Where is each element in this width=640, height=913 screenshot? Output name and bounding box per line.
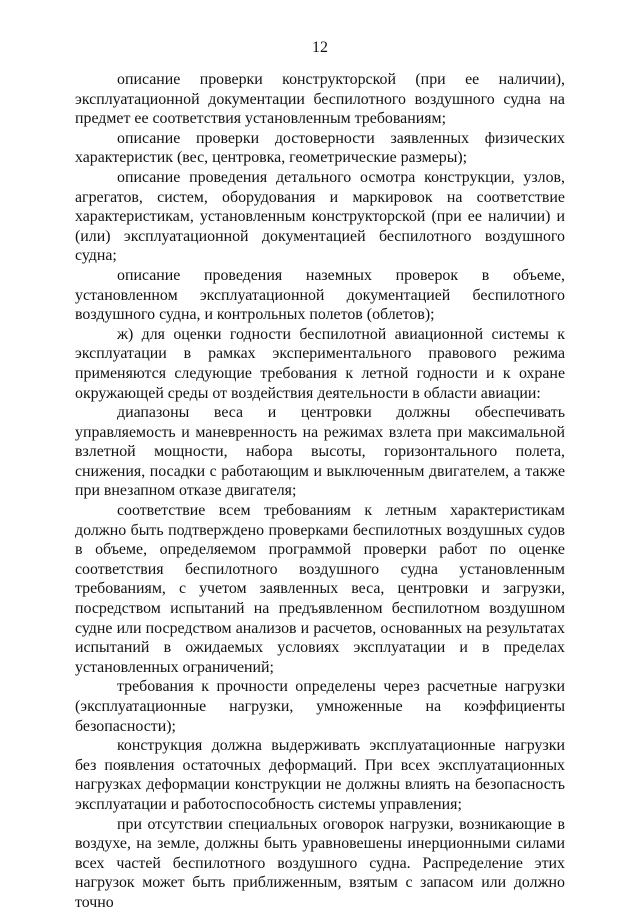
paragraph: описание проведения детального осмотра конструкции, узлов, агрегатов, систем, оборудования и маркировок на соответствие характеристикам, установленным конструкторской (при ее наличии) и (или) эксплуатационной документацией беспилотного воздушного судна; [75,168,565,265]
page-number: 12 [312,39,328,56]
document-body [75,70,565,913]
paragraph: конструкция должна выдерживать эксплуатационные нагрузки без появления остаточных деформаций. При всех эксплуатационных нагрузках деформации конструкции не должны влиять на безопасность эксплуатации и работоспособность системы управления; [75,737,565,813]
paragraph: диапазоны веса и центровки должны обеспечивать управляемость и маневренность на режимах взлета при максимальной взлетной мощности, набора высоты, горизонтального полета, снижения, посадки с работающим и выключенным двигателем, а также при внезапном отказе двигателя; [75,404,565,500]
paragraph: описание проведения наземных проверок в объеме, установленном эксплуатационной документацией беспилотного воздушного судна, и контрольных полетов (облетов); [75,266,565,324]
paragraph: описание проверки достоверности заявленных физических характеристик (вес, центровка, геометрические размеры); [75,129,565,167]
paragraph: ж) для оценки годности беспилотной авиационной системы к эксплуатации в рамках экспериментального правового режима применяются следующие требования к летной годности и к охране окружающей среды от воздействия деятельности в области авиации: [75,325,565,402]
paragraph: соответствие всем требованиям к летным характеристикам должно быть подтверждено проверками беспилотных воздушных судов в объеме, определяемом программой проверки работ по оценке соответствия беспилотного воздушного судна установленным требованиям, с учетом заявленных веса, центровки и загрузки, посредством испытаний на предъявленном беспилотном воздушном судне или посредством анализов и расчетов, основанных на результатах испытаний в ожидаемых условиях эксплуатации и в пределах установленных ограничений; [75,502,565,676]
paragraph: требования к прочности определены через расчетные нагрузки (эксплуатационные нагрузки, умноженные на коэффициенты безопасности); [75,678,565,735]
paragraph: описание проверки конструкторской (при ее наличии), эксплуатационной документации беспилотного воздушного судна на предмет ее соответствия установленным требованиям; [75,71,565,128]
paragraph: при отсутствии специальных оговорок нагрузки, возникающие в воздухе, на земле, должны быть уравновешены инерционными силами всех частей беспилотного воздушного судна. Распределение этих нагрузок может быть приближенным, взятым с запасом или должно точно [75,815,565,911]
